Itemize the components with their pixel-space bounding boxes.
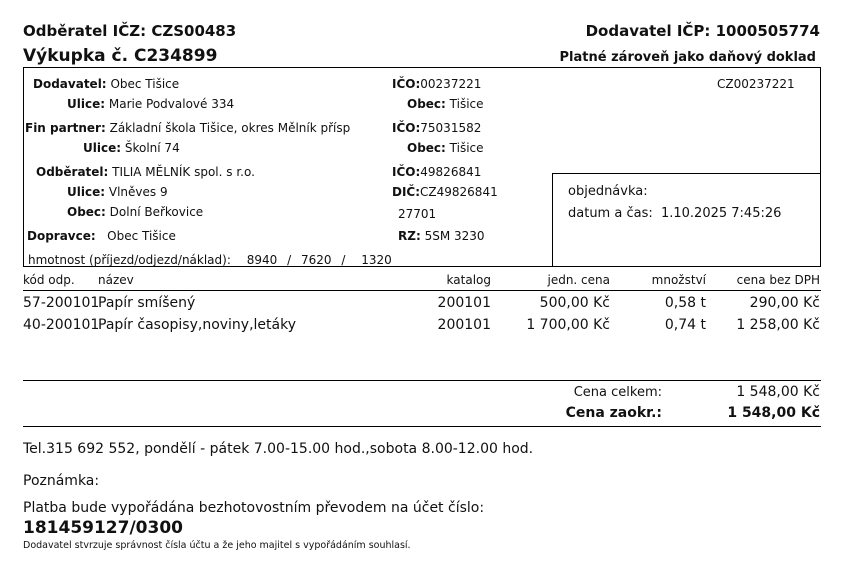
row-unit-price: 500,00 Kč (539, 295, 610, 311)
weight-separator: / (341, 253, 346, 267)
supplier-ico-row (392, 77, 481, 91)
weight-row (28, 253, 392, 267)
customer-dic-row (392, 185, 498, 199)
weight-load: 1320 (361, 253, 392, 267)
fin-partner-ico-row (392, 121, 481, 135)
supplier-city-label: Obec: (407, 97, 446, 111)
fin-partner-ico: 75031582 (420, 121, 482, 135)
table-header-divider (23, 290, 821, 291)
fin-partner-row (25, 121, 350, 135)
customer-city-label: Obec: (67, 205, 106, 219)
row-unit-price: 1 700,00 Kč (526, 317, 610, 333)
carrier-rz-row (398, 229, 485, 243)
totals-divider-bottom (23, 426, 821, 427)
row-name: Papír smíšený (98, 295, 196, 311)
customer-city-row (67, 205, 203, 219)
customer-street-row (67, 185, 168, 199)
col-header-unit-price: jedn. cena (547, 273, 610, 287)
row-total: 290,00 Kč (749, 295, 820, 311)
col-header-quantity: množství (651, 273, 706, 287)
customer-dic-label: DIČ: (392, 185, 421, 199)
customer-label: Odběratel: (36, 165, 109, 179)
weight-separator: / (287, 253, 292, 267)
fin-partner-street-label: Ulice: (83, 141, 122, 155)
customer-name: TILIA MĚLNÍK spol. s r.o. (112, 165, 255, 179)
customer-ico: 49826841 (420, 165, 482, 179)
row-name: Papír časopisy,noviny,letáky (98, 317, 297, 333)
order-datetime-label: datum a čas: (568, 206, 653, 221)
order-label: objednávka: (568, 184, 648, 199)
col-header-code: kód odp. (23, 273, 75, 287)
payment-text: Platba bude vypořádána bezhotovostním převodem na účet číslo: (23, 500, 485, 516)
contact-info: Tel.315 692 552, pondělí - pátek 7.00-15.00 hod.,sobota 8.00-12.00 hod. (23, 441, 534, 457)
col-header-name: název (98, 273, 134, 287)
customer-id: Odběratel IČZ: CZS00483 (23, 22, 237, 40)
order-datetime: 1.10.2025 7:45:26 (660, 206, 782, 221)
tax-document-note: Platné zároveň jako daňový doklad (559, 50, 816, 65)
fin-partner-street-row (83, 141, 180, 155)
col-header-total: cena bez DPH (736, 273, 820, 287)
carrier-name: Obec Tišice (107, 229, 176, 243)
row-catalog: 200101 (437, 317, 491, 333)
bank-account: 181459127/0300 (23, 518, 183, 538)
fin-partner-city: Tišice (449, 141, 484, 155)
rounded-total-value: 1 548,00 Kč (727, 405, 820, 421)
supplier-city: Tišice (449, 97, 484, 111)
customer-ico-label: IČO: (392, 165, 421, 179)
supplier-vat: CZ00237221 (717, 77, 795, 91)
note-label: Poznámka: (23, 473, 100, 489)
supplier-street-label: Ulice: (67, 97, 106, 111)
row-total: 1 258,00 Kč (736, 317, 820, 333)
account-disclaimer: Dodavatel stvrzuje správnost čísla účtu a že jeho majitel s vypořádáním souhlasí. (23, 540, 411, 551)
supplier-city-row (407, 97, 484, 111)
total-value: 1 548,00 Kč (736, 384, 820, 400)
carrier-row (27, 229, 176, 243)
customer-zip: 27701 (398, 207, 437, 221)
carrier-rz: 5SM 3230 (424, 229, 485, 243)
carrier-label: Dopravce: (27, 229, 96, 243)
supplier-street: Marie Podvalové 334 (108, 97, 235, 111)
row-quantity: 0,74 t (664, 317, 706, 333)
fin-partner-city-row (407, 141, 484, 155)
supplier-id: Dodavatel IČP: 1000505774 (585, 22, 820, 40)
supplier-street-row (67, 97, 234, 111)
customer-street: Vlněves 9 (108, 185, 168, 199)
fin-partner-name: Základní škola Tišice, okres Mělník přísp (109, 121, 351, 135)
supplier-ico: 00237221 (420, 77, 482, 91)
customer-dic: CZ49826841 (420, 185, 498, 199)
fin-partner-ico-label: IČO: (392, 121, 421, 135)
supplier-label: Dodavatel: (33, 77, 107, 91)
supplier-ico-label: IČO: (392, 77, 421, 91)
supplier-row (33, 77, 179, 91)
fin-partner-city-label: Obec: (407, 141, 446, 155)
total-label: Cena celkem: (573, 385, 662, 400)
customer-street-label: Ulice: (67, 185, 106, 199)
fin-partner-street: Školní 74 (124, 141, 180, 155)
customer-ico-row (392, 165, 481, 179)
row-catalog: 200101 (437, 295, 491, 311)
rounded-total-label: Cena zaokr.: (565, 405, 662, 421)
totals-divider-top (23, 380, 821, 381)
customer-row (36, 165, 255, 179)
fin-partner-label: Fin partner: (25, 121, 106, 135)
row-code: 40-200101 (23, 317, 100, 333)
carrier-rz-label: RZ: (398, 229, 421, 243)
weight-label: hmotnost (příjezd/odjezd/náklad): (28, 253, 231, 267)
customer-city: Dolní Beřkovice (109, 205, 204, 219)
weight-departure: 7620 (300, 253, 332, 267)
col-header-catalog: katalog (446, 273, 491, 287)
row-code: 57-200101 (23, 295, 100, 311)
document-title: Výkupka č. C234899 (23, 46, 218, 66)
supplier-name: Obec Tišice (110, 77, 180, 91)
row-quantity: 0,58 t (664, 295, 706, 311)
weight-arrival: 8940 (246, 253, 278, 267)
order-datetime-row (568, 206, 781, 221)
